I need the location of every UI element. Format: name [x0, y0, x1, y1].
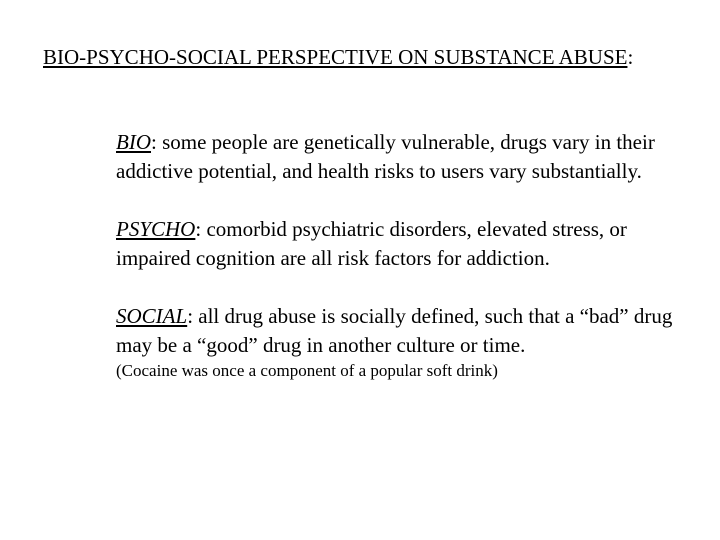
social-paragraph: [116, 302, 686, 360]
bio-paragraph: [116, 128, 686, 186]
cocaine-note: (Cocaine was once a component of a popular soft drink): [116, 361, 498, 380]
bio-term: BIO: [116, 130, 151, 154]
social-text: : all drug abuse is socially defined, such that a “bad” drug may be a “good” drug in another culture or time.: [116, 304, 673, 357]
slide-body: [116, 128, 686, 382]
slide-title-colon: :: [627, 45, 634, 69]
slide-title-text: BIO-PSYCHO-SOCIAL PERSPECTIVE ON SUBSTANCE ABUSE: [43, 45, 628, 69]
psycho-text: : comorbid psychiatric disorders, elevated stress, or impaired cognition are all risk factors for addiction.: [116, 217, 627, 270]
bio-text: : some people are genetically vulnerable, drugs vary in their addictive potential, and health risks to users vary substantially.: [116, 130, 655, 183]
psycho-term: PSYCHO: [116, 217, 196, 241]
slide-title: [43, 42, 683, 72]
psycho-paragraph: [116, 215, 686, 273]
social-term: SOCIAL: [116, 304, 188, 328]
